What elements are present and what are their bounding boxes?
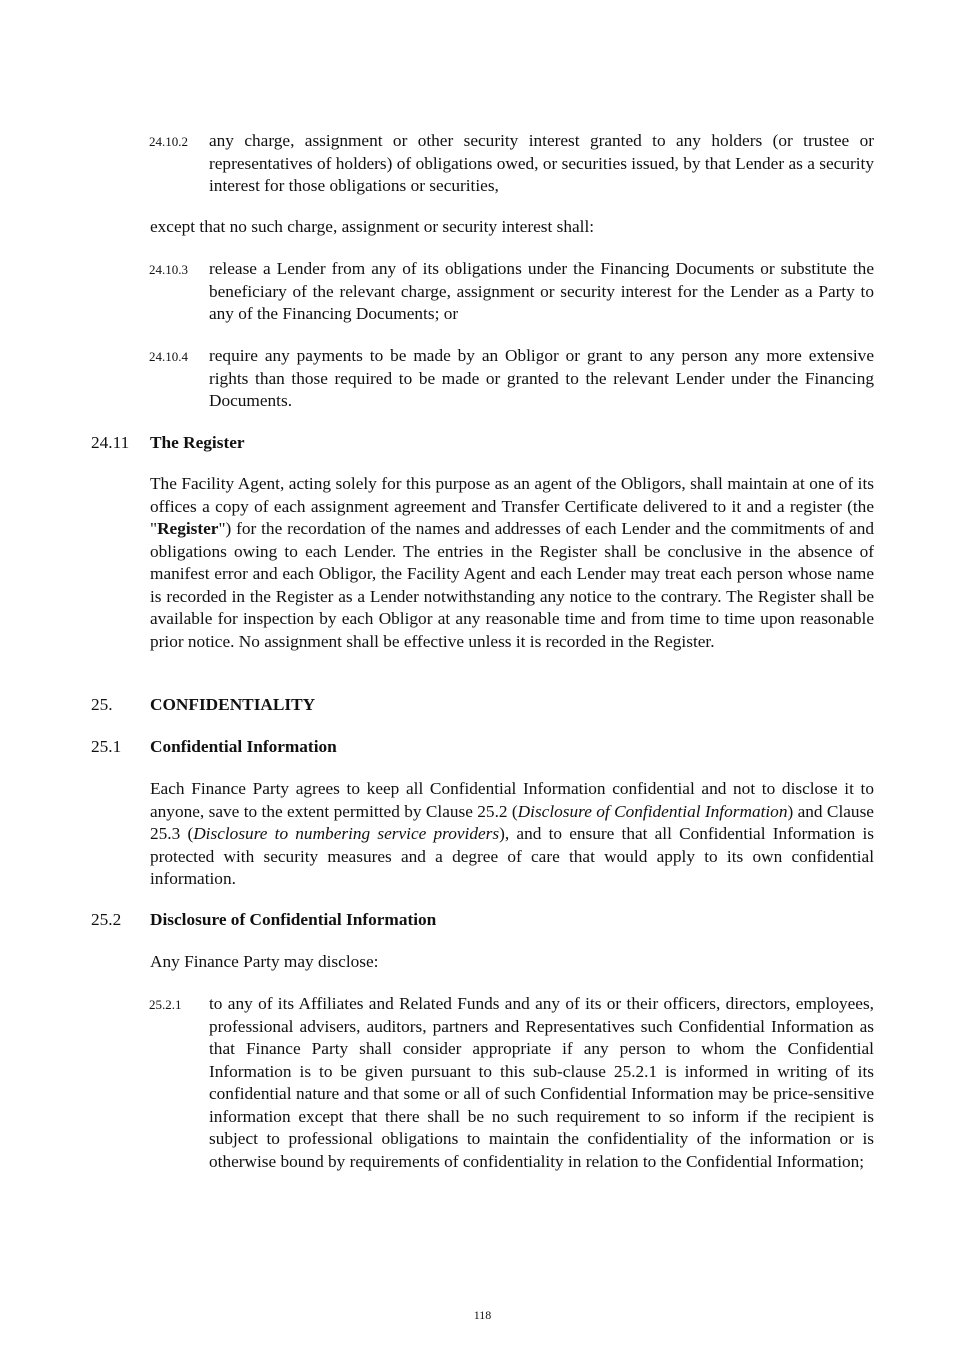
clause-24-10-4 — [150, 345, 874, 413]
register-text-part: The Facility Agent, acting solely for this purpose as an agent of the Obligors, shall maintain at one of its offices a copy of each assignment agreement and Transfer Certificate delivered to it and a register (the " — [150, 474, 874, 538]
heading-25-2 — [91, 909, 436, 932]
clause-reference-title: Disclosure of Confidential Information — [517, 801, 788, 821]
clause-number: 24.10.4 — [149, 349, 188, 364]
heading-number: 25. — [91, 695, 113, 714]
heading-25 — [91, 694, 315, 717]
text-part: ) and Clause 25.3 ( — [150, 801, 874, 843]
clause-number: 24.10.3 — [149, 262, 188, 277]
heading-25-1 — [91, 736, 337, 759]
clause-text: to any of its Affiliates and Related Funds and any of its or their officers, directors, employees, professional advisers, auditors, partners and Representatives such Confidential Information as that Finance Party shall consider appropriate if any person to whom the Confidential Information is to be given pursuant to this sub-clause 25.2.1 is informed in writing of its confidential nature and that some or all of such Confidential Information may be price-sensitive information except that there shall be no such requirement to so inform if the recipient is subject to professional obligations to maintain the confidentiality of the information or is otherwise bound by requirements of confidentiality in relation to the Confidential Information; — [209, 994, 874, 1171]
text-part: Each Finance Party agrees to keep all Confidential Information confidential and not to disclose it to anyone, save to the extent permitted by Clause 25.2 ( — [150, 779, 874, 821]
register-defined-term: Register — [157, 519, 219, 538]
clause-text: release a Lender from any of its obligations under the Financing Documents or substitute the beneficiary of the relevant charge, assignment or security interest for the Lender as a Party to any of the Financing Documents; or — [209, 259, 874, 323]
page-number: 118 — [473, 1308, 492, 1322]
except-paragraph: except that no such charge, assignment or security interest shall: — [150, 217, 595, 236]
clause-number: 24.10.2 — [149, 134, 188, 149]
clause-25-2-1 — [150, 993, 874, 1173]
heading-title: Confidential Information — [150, 737, 337, 756]
clause-24-10-3 — [150, 258, 874, 326]
clause-number: 25.2.1 — [149, 997, 182, 1012]
heading-number: 25.1 — [91, 737, 122, 756]
register-paragraph — [150, 473, 874, 653]
heading-title: Disclosure of Confidential Information — [150, 910, 437, 929]
heading-number: 24.11 — [91, 433, 130, 452]
text-part: ), and to ensure that all Confidential Information is protected with security measures and a degree of care that would apply to its own confidential information. — [150, 824, 874, 888]
heading-title: The Register — [150, 433, 245, 452]
confidential-information-paragraph — [150, 778, 874, 891]
heading-title: CONFIDENTIALITY — [150, 695, 316, 714]
clause-reference-title: Disclosure to numbering service providers — [193, 824, 500, 843]
clause-text: any charge, assignment or other security interest granted to any holders (or trustee or representatives of holders) of obligations owed, or securities issued, by that Lender as a security interest for those obligations or securities, — [209, 131, 874, 195]
clause-text: require any payments to be made by an Obligor or grant to any person any more extensive rights than those required to be made or granted to the relevant Lender under the Financing Documents. — [209, 346, 874, 410]
heading-24-11 — [91, 432, 245, 455]
heading-number: 25.2 — [91, 910, 122, 929]
register-text-part: ") for the recordation of the names and addresses of each Lender and the commitments of and obligations owing to each Lender. The entries in the Register shall be conclusive in the absence of manifest error and each Obligor, the Facility Agent and each Lender may treat each person whose name is recorded in the Register as a Lender notwithstanding any notice to the contrary. The Register shall be available for inspection by each Obligor at any reasonable time and from time to time upon reasonable prior notice. No assignment shall be effective unless it is recorded in the Register. — [150, 519, 874, 651]
clause-24-10-2 — [150, 130, 874, 198]
disclosure-intro: Any Finance Party may disclose: — [150, 952, 379, 971]
